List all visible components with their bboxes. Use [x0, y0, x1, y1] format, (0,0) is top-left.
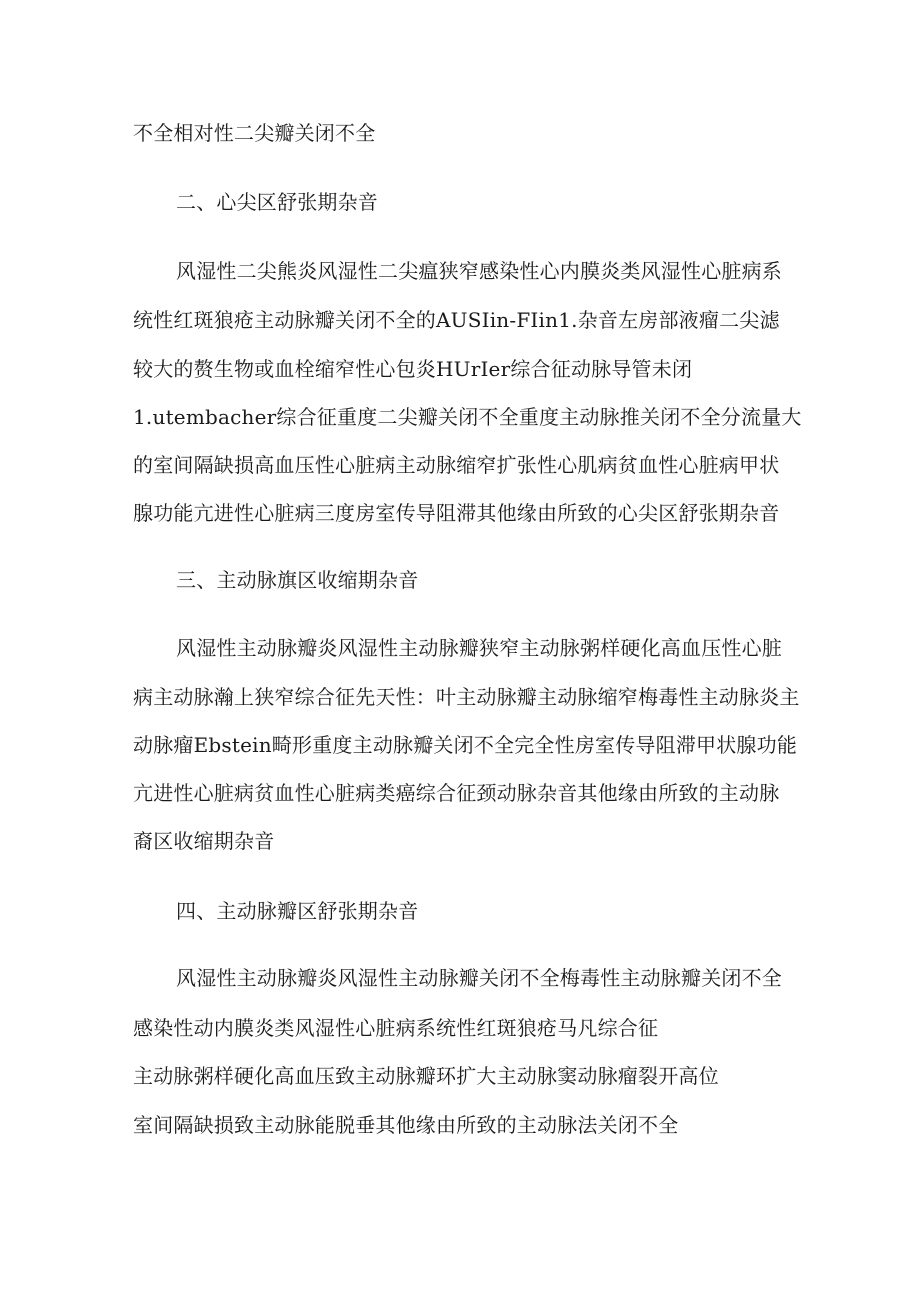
paragraph-line: 主动脉粥样硬化高血压致主动脉瓣环扩大主动脉窦动脉瘤裂开高位: [133, 1064, 719, 1088]
section-heading: 四、主动脉瓣区舒张期杂音: [176, 899, 419, 923]
paragraph-line: 不全相对性二尖瓣关闭不全: [133, 121, 376, 145]
section-heading: 二、心尖区舒张期杂音: [176, 190, 378, 214]
paragraph-line: 风湿性主动脉瓣炎风湿性主动脉瓣关闭不全梅毒性主动脉瓣关闭不全: [176, 966, 782, 990]
paragraph-line: 亢进性心脏病贫血性心脏病类癌综合征颈动脉杂音其他缘由所致的主动脉: [133, 781, 780, 805]
paragraph-line: 病主动脉瀚上狭窄综合征先天性：叶主动脉瓣主动脉缩窄梅毒性主动脉炎主: [133, 685, 800, 709]
paragraph-line: 统性红斑狼疮主动脉瓣关闭不全的AUSIin-FIin1.杂音左房部液瘤二尖滤: [133, 308, 780, 332]
section-heading: 三、主动脉旗区收缩期杂音: [176, 568, 419, 592]
paragraph-line: 风湿性二尖熊炎风湿性二尖瘟狭窄感染性心内膜炎类风湿性心脏病系: [176, 259, 782, 283]
paragraph-line: 1.utembacher综合征重度二尖瓣关闭不全重度主动脉推关闭不全分流量大: [133, 405, 802, 429]
paragraph-line: 风湿性主动脉瓣炎风湿性主动脉瓣狭窄主动脉粥样硬化高血压性心脏: [176, 636, 782, 660]
paragraph-line: 的室间隔缺损高血压性心脏病主动脉缩窄扩张性心肌病贫血性心脏病甲状: [133, 453, 780, 477]
paragraph-line: 动脉瘤Ebstein畸形重度主动脉瓣关闭不全完全性房室传导阻滞甲状腺功能: [133, 733, 798, 757]
paragraph-line: 室间隔缺损致主动脉能脱垂其他缘由所致的主动脉法关闭不全: [133, 1113, 679, 1137]
paragraph-line: 裔区收缩期杂音: [133, 829, 275, 853]
paragraph-line: 腺功能亢进性心脏病三度房室传导阻滞其他缘由所致的心尖区舒张期杂音: [133, 501, 780, 525]
paragraph-line: 感染性动内膜炎类风湿性心脏病系统性红斑狼疮马凡综合征: [133, 1016, 659, 1040]
paragraph-line: 较大的赘生物或血栓缩窄性心包炎HUrIer综合征动脉导管未闭: [133, 357, 693, 381]
